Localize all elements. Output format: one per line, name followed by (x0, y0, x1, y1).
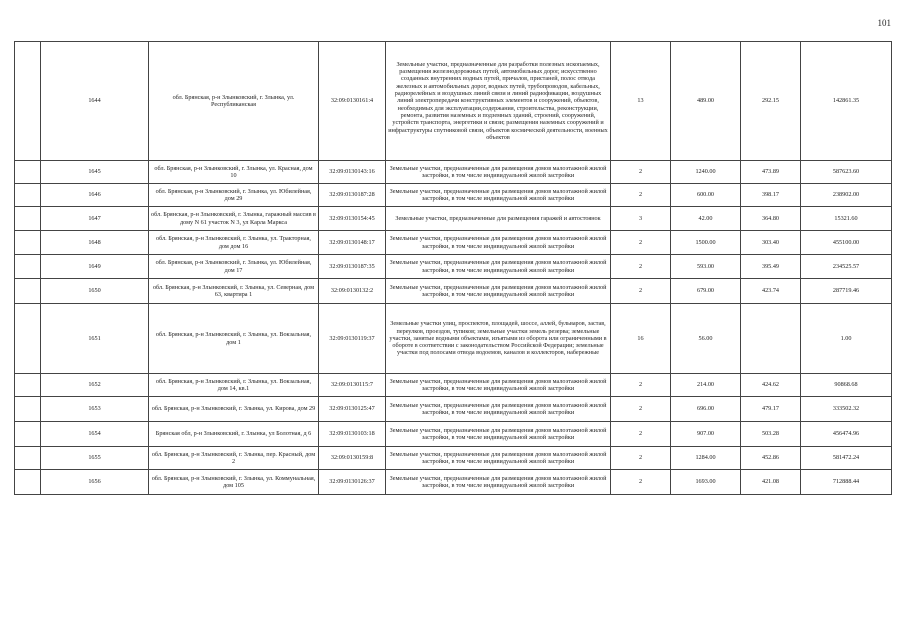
area-cell: 1693.00 (671, 470, 741, 495)
area-cell: 1240.00 (671, 161, 741, 184)
cadastral-value-cell: 456474.96 (801, 422, 892, 447)
cadastral-number-cell: 32:09:0130161:4 (319, 42, 386, 161)
cadastral-number-cell: 32:09:0130159:8 (319, 447, 386, 470)
table-row (15, 42, 892, 161)
cadastral-value-cell: 90868.68 (801, 374, 892, 397)
land-use-cell: Земельные участки, предназначенные для размещения домов малоэтажной жилой застройки, в том числе индивидуальной жилой застройки (386, 397, 611, 422)
area-cell: 214.00 (671, 374, 741, 397)
rate-cell: 395.49 (741, 255, 801, 279)
rate-cell: 303.40 (741, 231, 801, 255)
table-row (15, 470, 892, 495)
row-number-cell: 1644 (41, 42, 149, 161)
address-cell: обл. Брянская, р-н Злынковский, г. Злынка, ул. Кирова, дом 29 (149, 397, 319, 422)
group-cell: 2 (611, 161, 671, 184)
land-use-cell: Земельные участки, предназначенные для размещения домов малоэтажной жилой застройки, в том числе индивидуальной жилой застройки (386, 184, 611, 207)
row-number-cell: 1650 (41, 279, 149, 304)
cadastral-value-cell: 581472.24 (801, 447, 892, 470)
cadastral-number-cell: 32:09:0130119:37 (319, 304, 386, 374)
row-number-cell: 1648 (41, 231, 149, 255)
address-cell: обл. Брянская, р-н Злынковский, г. Злынка, ул. Вокзальная, дом 14, кв.1 (149, 374, 319, 397)
land-use-cell: Земельные участки, предназначенные для размещения домов малоэтажной жилой застройки, в том числе индивидуальной жилой застройки (386, 422, 611, 447)
row-number-cell: 1652 (41, 374, 149, 397)
table-row (15, 422, 892, 447)
rate-cell: 423.74 (741, 279, 801, 304)
address-cell: обл. Брянская, р-н Злынковский, г. Злынка, ул. Республиканская (149, 42, 319, 161)
address-cell: обл. Брянская, р-н Злынковский, г. Злынка, ул. Коммунальная, дом 105 (149, 470, 319, 495)
rate-cell: 398.17 (741, 184, 801, 207)
cadastral-number-cell: 32:09:0130143:16 (319, 161, 386, 184)
area-cell: 679.00 (671, 279, 741, 304)
rate-cell: 503.28 (741, 422, 801, 447)
rate-cell: 292.15 (741, 42, 801, 161)
empty-cell (15, 255, 41, 279)
empty-cell (15, 231, 41, 255)
address-cell: Брянская обл, р-н Злынковский, г. Злынка, ул Болотная, д 6 (149, 422, 319, 447)
group-cell: 2 (611, 255, 671, 279)
table-row (15, 207, 892, 231)
empty-cell (15, 374, 41, 397)
row-number-cell: 1647 (41, 207, 149, 231)
area-cell: 42.00 (671, 207, 741, 231)
land-use-cell: Земельные участки, предназначенные для разработки полезных ископаемых, размещения железнодорожных путей, автомобильных дорог, искусственно созданных внутренних водных путей, причалов, пристаней, полос отвода железных и автомобильных дорог, водных путей, трубопроводов, кабельных, радиорелейных и воздушных линий связи и линий радиофикации, воздушных линий электропередачи конструктивных элементов и сооружений, объектов, необходимых для эксплуатации,содержания, строительства, реконструкции, ремонта, развития наземных и подземных зданий, строений, сооружений, устройств транспорта, энергетики и связи; размещения наземных сооружений и инфраструктуры спутниковой связи, объектов космической деятельности, военных объектов (386, 42, 611, 161)
area-cell: 600.00 (671, 184, 741, 207)
cadastral-value-cell: 234525.57 (801, 255, 892, 279)
cadastral-value-cell: 15321.60 (801, 207, 892, 231)
address-cell: обл. Брянская, р-н Злынковский, г. Злынка, ул. Вокзальная, дом 1 (149, 304, 319, 374)
group-cell: 3 (611, 207, 671, 231)
area-cell: 907.00 (671, 422, 741, 447)
rate-cell: 452.86 (741, 447, 801, 470)
cadastral-value-cell: 712888.44 (801, 470, 892, 495)
rate-cell: 424.62 (741, 374, 801, 397)
cadastral-value-cell: 287719.46 (801, 279, 892, 304)
cadastral-value-cell: 238902.00 (801, 184, 892, 207)
cadastral-value-cell: 333502.32 (801, 397, 892, 422)
area-cell: 1500.00 (671, 231, 741, 255)
table-row (15, 304, 892, 374)
group-cell: 2 (611, 447, 671, 470)
row-number-cell: 1654 (41, 422, 149, 447)
empty-cell (15, 42, 41, 161)
area-cell: 1284.00 (671, 447, 741, 470)
rate-cell (741, 304, 801, 374)
table-row (15, 161, 892, 184)
table-row (15, 184, 892, 207)
group-cell: 2 (611, 397, 671, 422)
group-cell: 2 (611, 279, 671, 304)
cadastral-number-cell: 32:09:0130103:18 (319, 422, 386, 447)
table-row (15, 279, 892, 304)
cadastral-number-cell: 32:09:0130148:17 (319, 231, 386, 255)
area-cell: 489.00 (671, 42, 741, 161)
cadastral-value-cell: 587623.60 (801, 161, 892, 184)
empty-cell (15, 161, 41, 184)
cadastral-number-cell: 32:09:0130125:47 (319, 397, 386, 422)
rate-cell: 479.17 (741, 397, 801, 422)
address-cell: обл. Брянская, р-н Злынковский, г. Злынка, ул. Юбилейная, дом 17 (149, 255, 319, 279)
cadastral-value-cell: 142861.35 (801, 42, 892, 161)
group-cell: 2 (611, 184, 671, 207)
land-registry-table (14, 41, 892, 495)
row-number-cell: 1655 (41, 447, 149, 470)
address-cell: обл. Брянская, р-н Злынковский, г. Злынка, ул. Красная, дом 10 (149, 161, 319, 184)
empty-cell (15, 184, 41, 207)
land-use-cell: Земельные участки улиц, проспектов, площадей, шоссе, аллей, бульваров, застав, переулков, проездов, тупиков; земельные участки земель резерва; земельные участки, занятые водными объектами, изъятыми из оборота или ограниченными в обороте в соответствии с законодательством Российской Федерации; земельные участки под полосами отвода водоемов, каналов и коллекторов, набережные (386, 304, 611, 374)
land-use-cell: Земельные участки, предназначенные для размещения домов малоэтажной жилой застройки, в том числе индивидуальной жилой застройки (386, 447, 611, 470)
group-cell: 13 (611, 42, 671, 161)
land-use-cell: Земельные участки, предназначенные для размещения домов малоэтажной жилой застройки, в том числе индивидуальной жилой застройки (386, 279, 611, 304)
group-cell: 16 (611, 304, 671, 374)
land-use-cell: Земельные участки, предназначенные для размещения домов малоэтажной жилой застройки, в том числе индивидуальной жилой застройки (386, 161, 611, 184)
table-row (15, 255, 892, 279)
empty-cell (15, 422, 41, 447)
table-row (15, 374, 892, 397)
cadastral-value-cell: 1.00 (801, 304, 892, 374)
cadastral-value-cell: 455100.00 (801, 231, 892, 255)
empty-cell (15, 279, 41, 304)
rate-cell: 364.80 (741, 207, 801, 231)
land-use-cell: Земельные участки, предназначенные для размещения домов малоэтажной жилой застройки, в том числе индивидуальной жилой застройки (386, 374, 611, 397)
empty-cell (15, 470, 41, 495)
area-cell: 696.00 (671, 397, 741, 422)
empty-cell (15, 207, 41, 231)
cadastral-number-cell: 32:09:0130132:2 (319, 279, 386, 304)
land-use-cell: Земельные участки, предназначенные для размещения домов малоэтажной жилой застройки, в том числе индивидуальной жилой застройки (386, 255, 611, 279)
address-cell: обл. Брянская, р-н Злынковский, г. Злынка, ул. Северная, дом 63, квартира 1 (149, 279, 319, 304)
row-number-cell: 1649 (41, 255, 149, 279)
page-number: 101 (877, 18, 891, 28)
address-cell: обл. Брянская, р-н Злынковский, г. Злынка, пер. Красный, дом 2 (149, 447, 319, 470)
row-number-cell: 1651 (41, 304, 149, 374)
rate-cell: 473.89 (741, 161, 801, 184)
cadastral-number-cell: 32:09:0130154:45 (319, 207, 386, 231)
cadastral-number-cell: 32:09:0130187:28 (319, 184, 386, 207)
empty-cell (15, 447, 41, 470)
row-number-cell: 1646 (41, 184, 149, 207)
group-cell: 2 (611, 470, 671, 495)
group-cell: 2 (611, 374, 671, 397)
land-use-cell: Земельные участки, предназначенные для размещения домов малоэтажной жилой застройки, в том числе индивидуальной жилой застройки (386, 231, 611, 255)
table-row (15, 447, 892, 470)
area-cell: 593.00 (671, 255, 741, 279)
table-row (15, 397, 892, 422)
row-number-cell: 1656 (41, 470, 149, 495)
group-cell: 2 (611, 422, 671, 447)
group-cell: 2 (611, 231, 671, 255)
row-number-cell: 1653 (41, 397, 149, 422)
table-body (15, 42, 892, 495)
land-use-cell: Земельные участки, предназначенные для размещения гаражей и автостоянок (386, 207, 611, 231)
cadastral-number-cell: 32:09:0130187:35 (319, 255, 386, 279)
rate-cell: 421.08 (741, 470, 801, 495)
area-cell: 56.00 (671, 304, 741, 374)
table-row (15, 231, 892, 255)
cadastral-number-cell: 32:09:0130115:7 (319, 374, 386, 397)
address-cell: обл. Брянская, р-н Злынковский, г. Злынка, гаражный массив в дому N 61 участок N 3, ул Карла Маркса (149, 207, 319, 231)
empty-cell (15, 304, 41, 374)
empty-cell (15, 397, 41, 422)
address-cell: обл. Брянская, р-н Злынковский, г. Злынка, ул. Юбилейная, дом 29 (149, 184, 319, 207)
land-use-cell: Земельные участки, предназначенные для размещения домов малоэтажной жилой застройки, в том числе индивидуальной жилой застройки (386, 470, 611, 495)
row-number-cell: 1645 (41, 161, 149, 184)
cadastral-number-cell: 32:09:0130126:37 (319, 470, 386, 495)
address-cell: обл. Брянская, р-н Злынковский, г. Злынка, ул. Тракторная, дом дом 16 (149, 231, 319, 255)
